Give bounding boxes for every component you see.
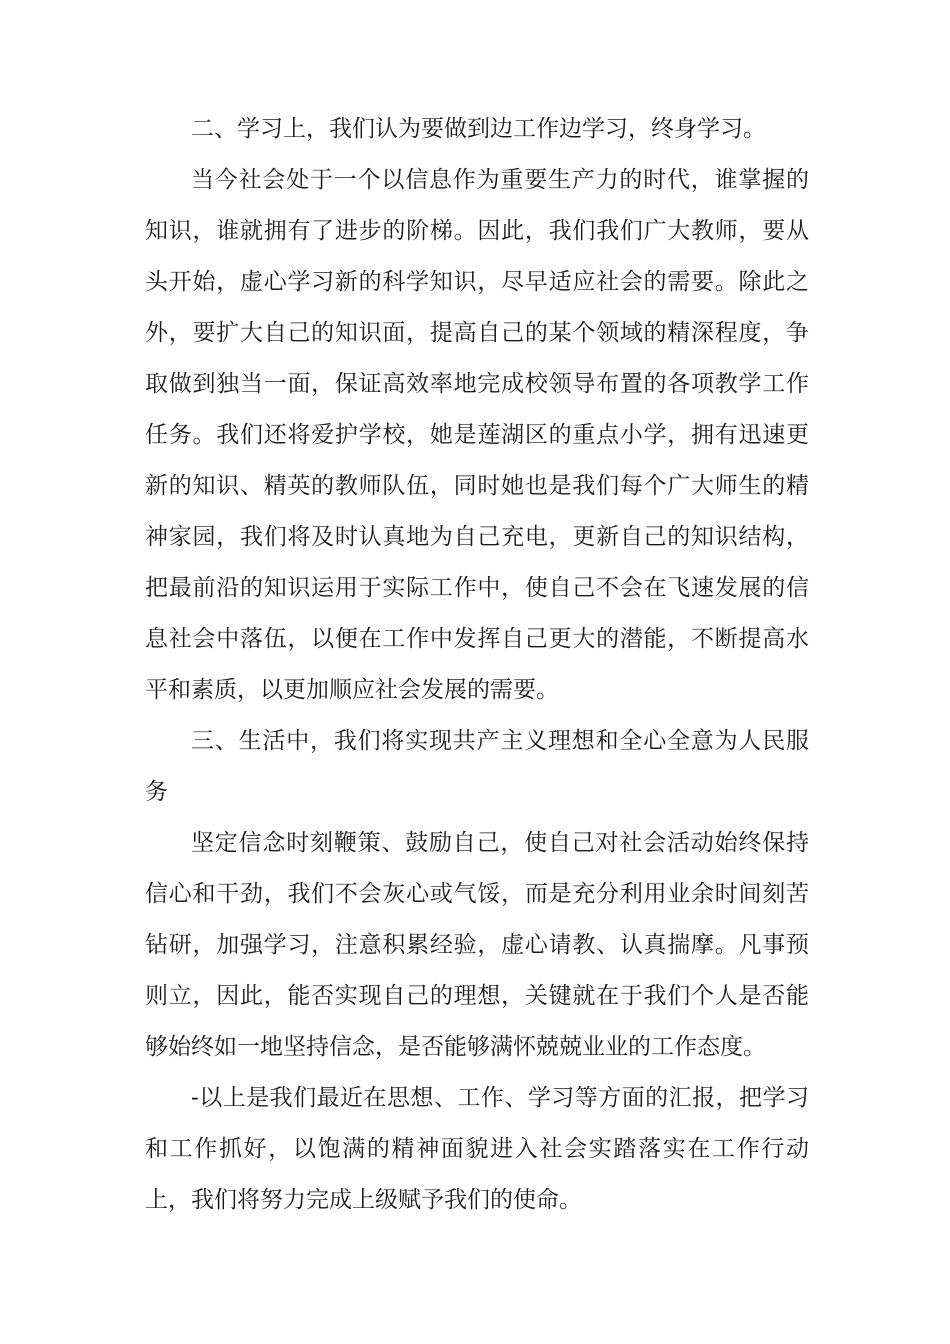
paragraph-study: 当今社会处于一个以信息作为重要生产力的时代，谁掌握的知识，谁就拥有了进步的阶梯。因此，我们我们广大教师，要从头开始，虚心学习新的科学知识，尽早适应社会的需要。除此之外，要扩大自己的知识面，提高自己的某个领域的精深程度，争取做到独当一面，保证高效率地完成校领导布置的各项教学工作任务。我们还将爱护学校，她是莲湖区的重点小学，拥有迅速更新的知识、精英的教师队伍，同时她也是我们每个广大师生的精神家园，我们将及时认真地为自己充电，更新自己的知识结构，把最前沿的知识运用于实际工作中，使自己不会在飞速发展的信息社会中落伍，以便在工作中发挥自己更大的潜能，不断提高水平和素质，以更加顺应社会发展的需要。 — [145, 167, 809, 703]
section-heading-life: 三、生活中，我们将实现共产主义理想和全心全意为人民服务 — [145, 728, 809, 805]
paragraph-summary: -以上是我们最近在思想、工作、学习等方面的汇报，把学习和工作抓好，以饱满的精神面貌进入社会实踏落实在工作行动上，我们将努力完成上级赋予我们的使命。 — [145, 1085, 809, 1213]
document-body — [145, 104, 809, 1226]
paragraph-life: 坚定信念时刻鞭策、鼓励自己，使自己对社会活动始终保持信心和干劲，我们不会灰心或气馁，而是充分利用业余时间刻苦钻研，加强学习，注意积累经验，虚心请教、认真揣摩。凡事预则立，因此，能否实现自己的理想，关键就在于我们个人是否能够始终如一地坚持信念，是否能够满怀兢兢业业的工作态度。 — [145, 830, 809, 1060]
section-heading-study: 二、学习上，我们认为要做到边工作边学习，终身学习。 — [191, 116, 766, 142]
